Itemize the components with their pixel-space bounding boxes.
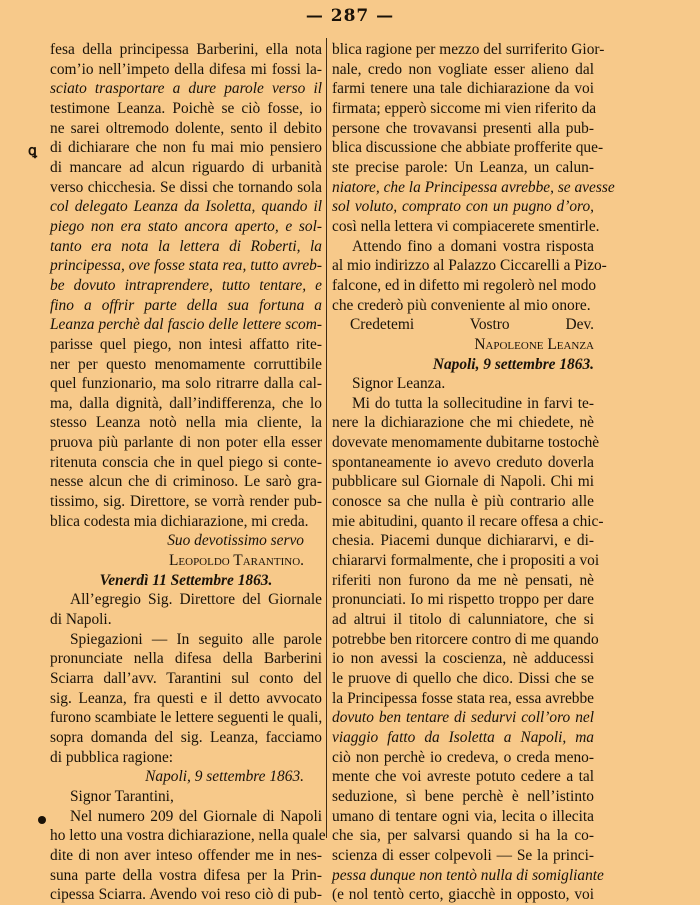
- text-line: Nel numero 209 del Giornale di Napoli: [70, 807, 322, 825]
- text-line: sol voluto, comprato con un pugno d’oro,: [332, 198, 594, 216]
- text-line: seduzione, sì bene perchè è nell’istinto: [332, 787, 594, 805]
- right-column: [332, 40, 615, 905]
- column-divider: [326, 38, 327, 838]
- text-line: col delegato Leanza da Isoletta, quando il: [50, 198, 322, 216]
- text-line: pronunciati. Io mi rispetto troppo per dare: [332, 591, 594, 609]
- text-line: spontaneamente io avevo creduto doverla: [332, 453, 594, 471]
- margin-mark: ꝗ: [28, 143, 37, 159]
- text-line: ne sarei oltremodo dolente, sento il debito: [50, 119, 322, 137]
- text-line: nere la dichiarazione che mi chiedete, nè: [332, 414, 594, 432]
- text-line: Signor Tarantini,: [70, 787, 174, 805]
- text-line: ste precise parole: Un Leanza, un calun-: [332, 158, 594, 176]
- text-line: blica discussione che abbiate profferite que-: [332, 139, 604, 157]
- text-line: le pruove di quello che dico. Dissi che se: [332, 670, 594, 687]
- text-line: suna parte della vostra difesa per la Prin-: [50, 866, 322, 884]
- text-line: (e nol tentò certo, giacchè in opposto, voi: [332, 886, 594, 904]
- text-line: sopra domanda del sig. Leanza, facciamo: [50, 728, 322, 746]
- text-line: fesa della principessa Barberini, ella nota: [50, 41, 322, 58]
- text-line: quel funzionario, ma solo ritrarre dalla cal-: [50, 375, 322, 393]
- text-line: Suo devotissimo servo: [167, 532, 304, 550]
- text-line: Mi do tutta la sollecitudine in farvi te-: [352, 394, 594, 412]
- text-line: la Principessa fosse stata rea, essa avrebbe: [332, 689, 594, 707]
- text-line: falcone, ed in difetto mi regolerò nel modo: [332, 276, 597, 294]
- text-line: pessa dunque non tentò nulla di somigliante: [332, 866, 604, 884]
- text-line: testimone Leanza. Poichè se ciò fosse, io: [50, 99, 322, 117]
- text-line: Napoleone Leanza: [474, 335, 594, 353]
- text-line: farmi tenere una tale dichiarazione da voi: [332, 80, 594, 98]
- text-line: conosce sa che nulla è più contrario alle: [332, 493, 594, 511]
- text-line: chesia. Piacemi dunque dichiararvi, e di-: [332, 532, 594, 550]
- text-line: cipessa Sciarra. Avendo voi reso ciò di pub-: [50, 886, 322, 904]
- text-line: ad altrui il titolo di calunniatore, che si: [332, 611, 594, 629]
- text-line: dite di non aver inteso offender me in nes-: [50, 846, 322, 864]
- text-line: persone che trovavansi presenti alla pub-: [332, 119, 594, 137]
- text-line: pubblicare sul Giornale di Napoli. Chi mi: [332, 473, 594, 491]
- page-number: — 287 —: [305, 6, 395, 26]
- text-line: firmata; epperò siccome mi vien riferito da: [332, 99, 597, 117]
- text-line: stesso Leanza notò nella mia cliente, la: [50, 414, 322, 432]
- text-line: pronunciate nella difesa della Barberini: [50, 650, 322, 668]
- text-line: ritenuta conscia che in quel piego si conte-: [50, 453, 322, 471]
- text-line: verso chicchesia. Se dissi che tornando sola: [50, 178, 322, 196]
- text-line: che crederò più conveniente al mio onore.: [332, 296, 591, 314]
- text-line: Spiegazioni — In seguito alle parole: [70, 630, 322, 648]
- text-line: blica codesta mia dichiarazione, mi creda.: [50, 512, 309, 530]
- text-line: al mio indirizzo al Palazzo Ciccarelli a Pizo-: [332, 257, 607, 275]
- text-line: parisse quel piego, non intesi affatto rite-: [50, 335, 322, 353]
- text-line: di Napoli.: [50, 611, 112, 629]
- text-line: di dichiarare che non fu mai mio pensiero: [50, 139, 322, 157]
- text-line: così nella lettera vi compiacerete smentirle.: [332, 217, 600, 235]
- text-line: di mancare ad alcun riguardo di urbanità: [50, 158, 322, 176]
- text-line: dovevate menomamente dubitarne tostochè: [332, 434, 600, 452]
- text-line: viaggio fatto da Isoletta a Napoli, ma: [332, 728, 594, 746]
- text-line: mente che voi avreste potuto cedere a tal: [332, 768, 594, 786]
- text-line: com’io nell’impeto della difesa mi fossi la-: [50, 60, 322, 78]
- text-line: Venerdì 11 Settembre 1863.: [99, 571, 273, 589]
- text-line: dovuto ben tentare di sedurvi coll’oro nel: [332, 709, 594, 727]
- text-line: chiararvi formalmente, che i propositi a voi: [332, 552, 600, 570]
- text-line: che sia, per salvarsi quando si ha la co-: [332, 827, 594, 845]
- text-line: Sciarra dall’avv. Tarantini sul conto del: [50, 670, 322, 687]
- text-line: Signor Leanza.: [352, 375, 446, 393]
- text-line: tanto era nota la lettera di Roberti, la: [50, 237, 322, 255]
- text-line: nale, credo non vogliate esser alieno dal: [332, 60, 594, 78]
- text-line: sig. Leanza, fra questi e il detto avvocato: [50, 689, 322, 707]
- margin-dot: [38, 816, 46, 824]
- text-line: blica ragione per mezzo del surriferito Gior-: [332, 41, 605, 58]
- text-line: potrebbe ben ritorcere contro di me quando: [332, 630, 599, 648]
- text-line: Attendo fino a domani vostra risposta: [352, 237, 594, 255]
- text-line: fino a offrir parte della sua fortuna a: [50, 296, 322, 314]
- text-line: Credetemi Vostro Dev.: [350, 316, 594, 334]
- text-line: scienza di esser colpevoli — Se la princi-: [332, 846, 594, 864]
- text-line: Leopoldo Tarantino.: [169, 552, 304, 570]
- text-line: di pubblica ragione:: [50, 748, 174, 766]
- text-line: piego non era stato ancora aperto, e sol-: [50, 217, 322, 235]
- text-line: ciò non perchè io credeva, o creda meno-: [332, 748, 594, 766]
- text-line: ho letto una vostra dichiarazione, nella quale: [50, 827, 326, 845]
- text-line: pruova più parlante di non poter ella esser: [50, 434, 322, 452]
- text-line: ner per questo menomamente corruttibile: [50, 355, 322, 373]
- text-line: Napoli, 9 settembre 1863.: [145, 768, 304, 786]
- text-line: io non avessi la coscienza, nè adducessi: [332, 650, 594, 668]
- text-line: umano di tentare ogni via, lecita o illecita: [332, 807, 594, 825]
- text-line: Napoli, 9 settembre 1863.: [432, 355, 594, 373]
- text-line: All’egregio Sig. Direttore del Giornale: [70, 591, 322, 609]
- text-line: furono scambiate le lettere seguenti le quali,: [50, 709, 323, 727]
- text-line: be dovuto intraprendere, tutto tentare, e: [50, 276, 322, 294]
- text-line: nesse alcun che di criminoso. Le sarò gra-: [50, 473, 322, 491]
- text-line: mie abitudini, quanto il recare offesa a chic-: [332, 512, 604, 530]
- text-line: principessa, ove fosse stata rea, tutto avreb-: [50, 257, 322, 275]
- text-line: Leanza perchè dal fascio delle lettere scom-: [50, 316, 322, 334]
- text-line: sciato trasportare a dure parole verso il: [50, 80, 322, 98]
- text-line: tissimo, sig. Direttore, se vorrà render pub-: [50, 493, 322, 511]
- text-line: ma, dalla dignità, dall’indifferenza, che lo: [50, 394, 322, 412]
- text-line: riferiti non furono da me nè pensati, nè: [332, 571, 594, 589]
- text-line: niatore, che la Principessa avrebbe, se avesse: [332, 178, 615, 196]
- left-column: [50, 40, 326, 905]
